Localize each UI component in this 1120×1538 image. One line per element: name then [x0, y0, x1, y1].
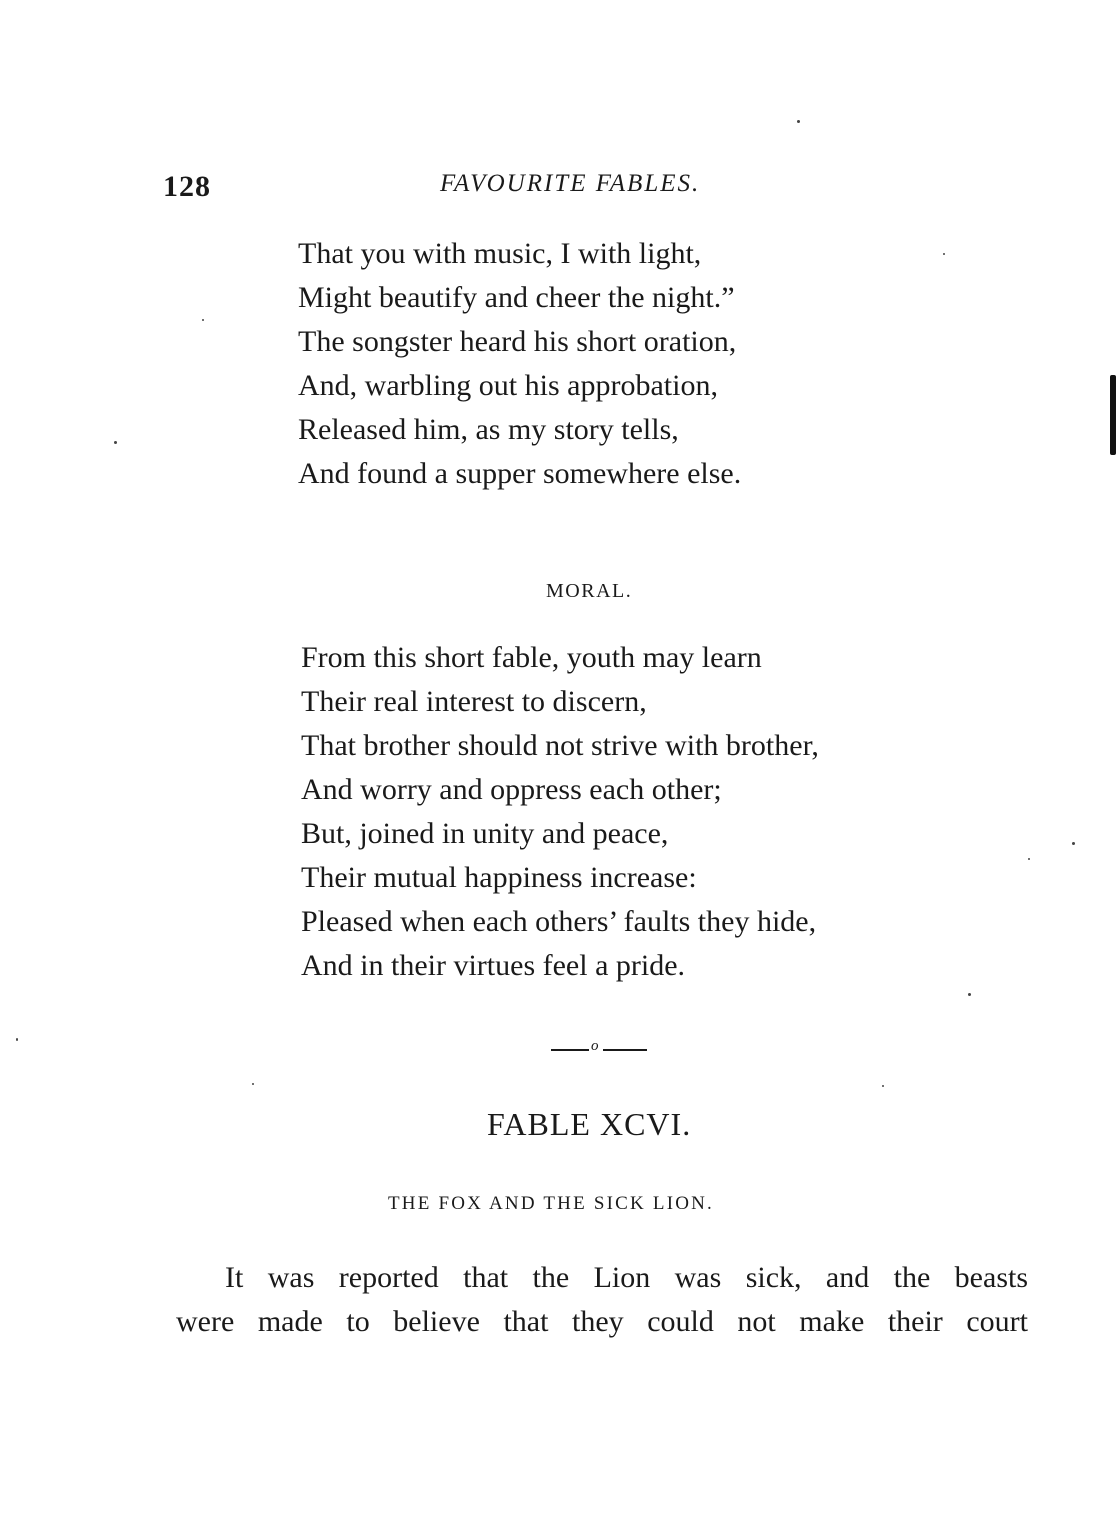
moral-verse — [301, 636, 819, 988]
scan-speck — [1028, 858, 1030, 860]
prose-line: were made to believe that they could not make their court — [176, 1305, 1028, 1338]
verse-stanza — [298, 232, 741, 496]
verse-line: And found a supper somewhere else. — [298, 457, 742, 490]
moral-line: Their real interest to discern, — [301, 685, 647, 718]
section-divider — [551, 1040, 647, 1058]
divider-rule-left — [551, 1049, 589, 1051]
scan-speck — [252, 1083, 254, 1085]
prose-line: It was reported that the Lion was sick, and the beasts — [225, 1261, 1028, 1294]
page-number: 128 — [163, 170, 211, 203]
verse-line: Might beautify and cheer the night.” — [298, 281, 735, 314]
moral-line: Pleased when each others’ faults they hide, — [301, 905, 817, 938]
moral-line: From this short fable, youth may learn — [301, 641, 762, 674]
scan-speck — [16, 1038, 18, 1041]
scan-speck — [1072, 842, 1075, 845]
verse-line: And, warbling out his approbation, — [298, 369, 718, 402]
scan-speck — [882, 1085, 884, 1087]
moral-line: But, joined in unity and peace, — [301, 817, 669, 850]
moral-line: Their mutual happiness increase: — [301, 861, 697, 894]
moral-heading: MORAL. — [546, 580, 633, 602]
scan-speck — [202, 319, 204, 321]
fable-title: FABLE XCVI. — [487, 1106, 692, 1142]
moral-line: That brother should not strive with brother, — [301, 729, 819, 762]
scan-speck — [968, 993, 971, 996]
fable-subtitle: THE FOX AND THE SICK LION. — [388, 1193, 715, 1214]
running-title: FAVOURITE FABLES. — [440, 170, 701, 197]
verse-line: That you with music, I with light, — [298, 237, 702, 270]
divider-mark: o — [591, 1038, 599, 1054]
verse-line: The songster heard his short oration, — [298, 325, 737, 358]
scan-edge-mark — [1110, 375, 1116, 455]
scan-speck — [114, 441, 117, 444]
scan-speck — [797, 120, 800, 123]
divider-rule-right — [603, 1049, 647, 1051]
moral-line: And worry and oppress each other; — [301, 773, 722, 806]
moral-line: And in their virtues feel a pride. — [301, 949, 686, 982]
verse-line: Released him, as my story tells, — [298, 413, 679, 446]
scan-speck — [943, 253, 945, 255]
